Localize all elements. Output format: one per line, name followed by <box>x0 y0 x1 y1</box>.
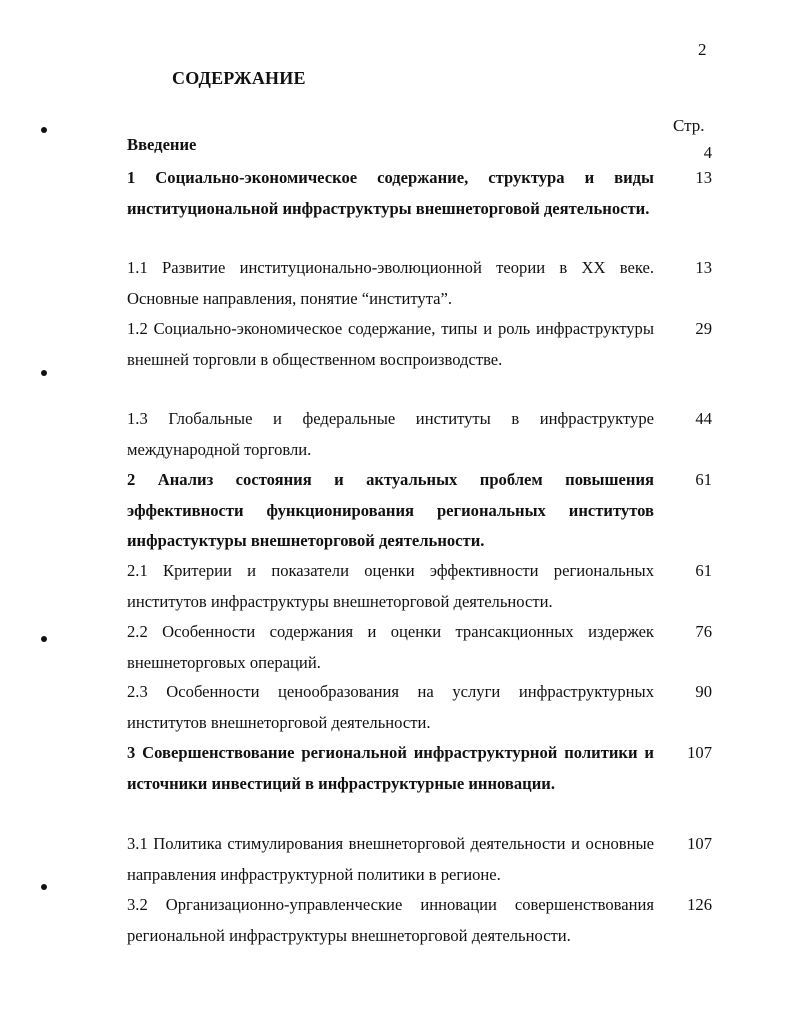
toc-entry-title: 1.1 Развитие институционально-эволюционной теории в XX веке. Основные направления, понятие “института”. <box>127 258 654 308</box>
toc-entry-title: 2 Анализ состояния и актуальных проблем повышения эффективности функционирования региональных институтов инфрастуктуры внешнеторговой деятельности. <box>127 470 654 550</box>
toc-entry-title: 1 Социально-экономическое содержание, структура и виды институциональной инфраструктуры внешнеторговой деятельности. <box>127 168 654 218</box>
toc-entry-section-1-3 <box>127 404 712 465</box>
toc-entry-title: 2.3 Особенности ценообразования на услуги инфраструктурных институтов внешнеторговой деятельности. <box>127 682 654 732</box>
toc-entry-page: 61 <box>695 470 712 489</box>
toc-entry-page: 4 <box>703 143 712 162</box>
toc-entry-section-2-3 <box>127 677 712 738</box>
toc-entry-section-1-2 <box>127 314 712 375</box>
page-title: СОДЕРЖАНИЕ <box>172 68 306 88</box>
toc-entry-page: 13 <box>695 258 712 277</box>
toc-entry-section-3-2 <box>127 890 712 951</box>
toc-entry-section-2-1 <box>127 556 712 617</box>
toc-entry-chapter-2 <box>127 465 712 557</box>
toc-entry-page: 76 <box>695 622 712 641</box>
toc-entry-section-3-1 <box>127 829 712 890</box>
toc-entry-page: 107 <box>687 834 712 853</box>
toc-entry-page: 90 <box>695 682 712 701</box>
toc-entry-page: 107 <box>687 743 712 762</box>
pages-column-header: Стр. <box>673 116 705 135</box>
toc-entry-title: 2.1 Критерии и показатели оценки эффективности региональных институтов инфраструктуры внешнеторговой деятельности. <box>127 561 654 611</box>
toc-entry-chapter-3 <box>127 738 712 799</box>
toc-entry-section-2-2 <box>127 617 712 678</box>
toc-entry-title: 3.1 Политика стимулирования внешнеторговой деятельности и основные направления инфраструктурной политики в регионе. <box>127 834 654 884</box>
toc-entry-page: 44 <box>695 409 712 428</box>
toc-entry-title: 1.3 Глобальные и федеральные институты в инфраструктуре международной торговли. <box>127 409 654 459</box>
toc-entry-title: 3.2 Организационно-управленческие инновации совершенствования региональной инфраструктуры внешнеторговой деятельности. <box>127 895 654 945</box>
page-number: 2 <box>698 40 707 59</box>
toc-entry-title: Введение <box>127 135 197 154</box>
toc-entry-introduction <box>127 130 712 161</box>
toc-entry-title: 2.2 Особенности содержания и оценки трансакционных издержек внешнеторговых операций. <box>127 622 654 672</box>
toc-entry-page: 13 <box>695 168 712 187</box>
toc-entry-page: 61 <box>695 561 712 580</box>
toc-entry-page: 29 <box>695 319 712 338</box>
toc-entry-page: 126 <box>687 895 712 914</box>
toc-entry-chapter-1 <box>127 163 712 224</box>
toc-entry-section-1-1 <box>127 253 712 314</box>
toc-entry-title: 3 Совершенствование региональной инфраструктурной политики и источники инвестиций в инфраструктурные инновации. <box>127 743 654 793</box>
toc-entry-title: 1.2 Социально-экономическое содержание, типы и роль инфраструктуры внешней торговли в общественном воспроизводстве. <box>127 319 654 369</box>
